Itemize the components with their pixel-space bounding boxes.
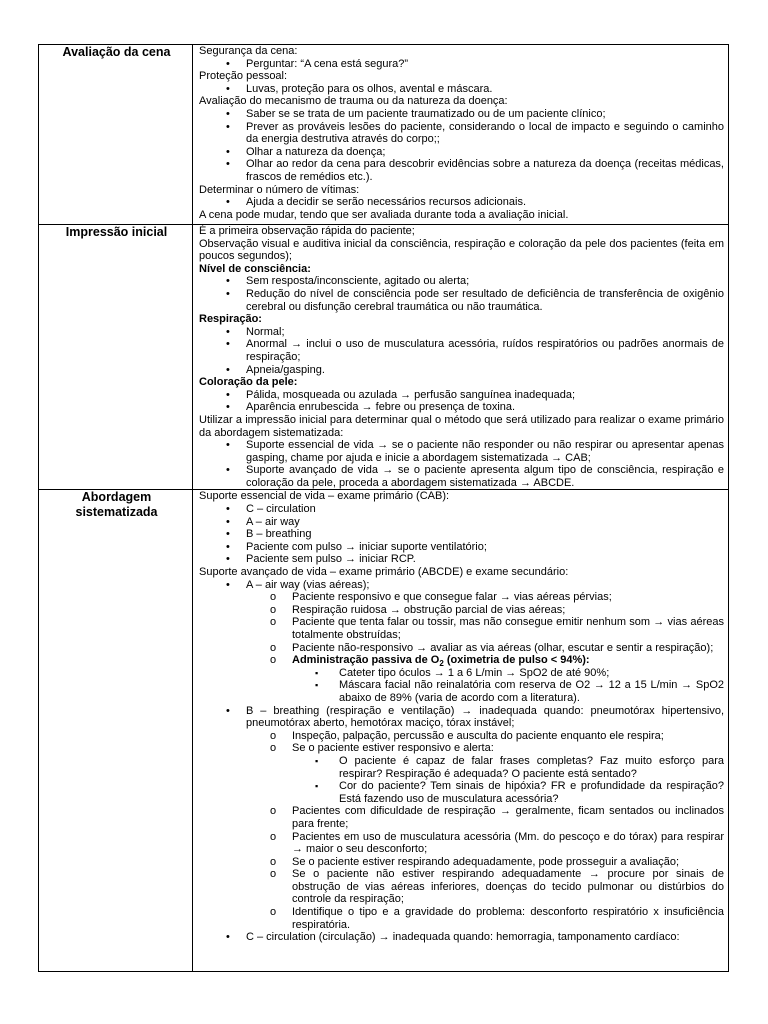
document-page [38, 44, 729, 972]
list-item-level-1: • C – circulation [199, 503, 724, 516]
paragraph-line: Observação visual e auditiva inicial da consciência, respiração e coloração da pele dos pacientes (feita em poucos segundos); [199, 237, 724, 263]
section-row [39, 490, 729, 972]
list-item-level-1: • Redução do nível de consciência pode ser resultado de deficiência de transferência de oxigênio cerebral ou disfunção cerebral traumática ou não traumática. [199, 288, 724, 313]
paragraph-line: Avaliação do mecanismo de trauma ou da natureza da doença: [199, 95, 508, 108]
list-item-level-2 [199, 654, 724, 667]
list-item-level-3: ▪ Cateter tipo óculos → 1 a 6 L/min → SpO2 de até 90%; [199, 667, 724, 680]
list-item-level-2: o Se o paciente não estiver respirando adequadamente → procure por sinais de obstrução de vias aéreas inferiores, doenças do tecido pulmonar ou distúrbios do controle da respiração; [199, 868, 724, 906]
list-item-level-1: • Suporte avançado de vida → se o paciente apresenta algum tipo de consciência, respiração e coloração da pele, proceda a abordagem sistematizada → ABCDE. [199, 464, 724, 489]
text-run: Administração passiva de O [292, 654, 440, 667]
section-label: Avaliação da cena [39, 45, 193, 225]
section-content [193, 45, 729, 225]
list-item-level-1: • Ajuda a decidir se serão necessários recursos adicionais. [199, 196, 724, 209]
list-item-level-2: o Respiração ruidosa → obstrução parcial de vias aéreas; [199, 604, 724, 617]
list-item-level-2: o Paciente não-responsivo → avaliar as via aéreas (olhar, escutar e sentir a respiração); [199, 642, 724, 655]
section-label: Impressão inicial [39, 225, 193, 490]
paragraph-line: Coloração da pele: [199, 376, 298, 389]
list-item-level-2: o Se o paciente estiver responsivo e alerta: [199, 742, 724, 755]
list-item-level-1: • Olhar ao redor da cena para descobrir evidências sobre a natureza da doença (receitas médicas, frascos de remédios etc.). [199, 158, 724, 183]
list-item-level-2: o Se o paciente estiver respirando adequadamente, pode prosseguir a avaliação; [199, 856, 724, 869]
section-content [193, 225, 729, 490]
section-content [193, 490, 729, 972]
paragraph-line: A cena pode mudar, tendo que ser avaliada durante toda a avaliação inicial. [199, 208, 569, 221]
list-item-level-1: • Suporte essencial de vida → se o paciente não responder ou não respirar ou apresentar apenas gasping, chame por ajuda e inicie a abordagem sistematizada → CAB; [199, 439, 724, 464]
list-item-level-1: • B – breathing [199, 528, 724, 541]
list-item-level-2: o Paciente que tenta falar ou tossir, mas não consegue emitir nenhum som → vias aéreas totalmente obstruídas; [199, 616, 724, 641]
list-item-level-1: • Saber se se trata de um paciente traumatizado ou de um paciente clínico; [199, 108, 724, 121]
list-item-level-3: ▪ O paciente é capaz de falar frases completas? Faz muito esforço para respirar? Respiração é adequada? O paciente está sentado? [199, 755, 724, 780]
list-item-level-1: • A – air way (vias aéreas); [199, 579, 724, 592]
list-item-level-1: • Aparência enrubescida → febre ou presença de toxina. [199, 401, 724, 414]
paragraph-line: Proteção pessoal: [199, 70, 288, 83]
list-item-level-1: • Olhar a natureza da doença; [199, 146, 724, 159]
paragraph-line: Nível de consciência: [199, 262, 311, 275]
section-row [39, 45, 729, 225]
list-item-level-1: • Paciente sem pulso → iniciar RCP. [199, 553, 724, 566]
list-item-level-2: o Inspeção, palpação, percussão e ausculta do paciente enquanto ele respira; [199, 730, 724, 743]
list-item-level-1: • Sem resposta/inconsciente, agitado ou alerta; [199, 275, 724, 288]
list-item-level-1: • Prever as prováveis lesões do paciente, considerando o local de impacto e seguindo o caminho da energia destrutiva através do corpo;; [199, 121, 724, 146]
list-item-level-3: ▪ Cor do paciente? Tem sinais de hipóxia? FR e profundidade da respiração? Está fazendo uso de musculatura acessória? [199, 780, 724, 805]
list-item-level-1: • Pálida, mosqueada ou azulada → perfusão sanguínea inadequada; [199, 389, 724, 402]
paragraph-line: É a primeira observação rápida do paciente; [199, 225, 415, 237]
subscript: 2 [439, 659, 444, 669]
list-item-level-1: • C – circulation (circulação) → inadequada quando: hemorragia, tamponamento cardíaco: [199, 931, 724, 944]
list-item-level-1: • Perguntar: “A cena está segura?” [199, 58, 724, 71]
assessment-table [38, 44, 729, 972]
list-item-level-2: o Identifique o tipo e a gravidade do problema: desconforto respiratório x insuficiência respiratória. [199, 906, 724, 931]
paragraph-line: Segurança da cena: [199, 45, 298, 57]
section-row [39, 225, 729, 490]
section-label: Abordagem sistematizada [39, 490, 193, 972]
list-item-level-2: o Paciente responsivo e que consegue falar → vias aéreas pérvias; [199, 591, 724, 604]
list-item-level-2: o Pacientes com dificuldade de respiração → geralmente, ficam sentados ou inclinados para frente; [199, 805, 724, 830]
list-item-level-2: o Pacientes em uso de musculatura acessória (Mm. do pescoço e do tórax) para respirar → maior o seu desconforto; [199, 831, 724, 856]
list-item-level-1: • Paciente com pulso → iniciar suporte ventilatório; [199, 541, 724, 554]
list-item-level-1: • A – air way [199, 516, 724, 529]
list-item-level-1: • Normal; [199, 326, 724, 339]
list-item-level-1: • Apneia/gasping. [199, 364, 724, 377]
paragraph-line: Suporte avançado de vida – exame primário (ABCDE) e exame secundário: [199, 566, 569, 579]
text-run: (oximetria de pulso < 94%): [443, 654, 590, 667]
paragraph-line: Utilizar a impressão inicial para determinar qual o método que será utilizado para realizar o exame primário da abordagem sistematizada: [199, 413, 724, 439]
paragraph-line: Suporte essencial de vida – exame primário (CAB): [199, 490, 450, 503]
paragraph-line: Determinar o número de vítimas: [199, 183, 360, 196]
list-item-level-1: • Luvas, proteção para os olhos, avental e máscara. [199, 83, 724, 96]
list-item-level-1: • B – breathing (respiração e ventilação) → inadequada quando: pneumotórax hipertensivo, pneumotórax aberto, hemotórax maciço, tórax instável; [199, 705, 724, 730]
paragraph-line: Respiração: [199, 313, 262, 326]
list-item-level-1: • Anormal → inclui o uso de musculatura acessória, ruídos respiratórios ou padrões anormais de respiração; [199, 338, 724, 363]
list-item-level-3: ▪ Máscara facial não reinalatória com reserva de O2 → 12 a 15 L/min → SpO2 abaixo de 89% (varia de acordo com a literatura). [199, 679, 724, 704]
